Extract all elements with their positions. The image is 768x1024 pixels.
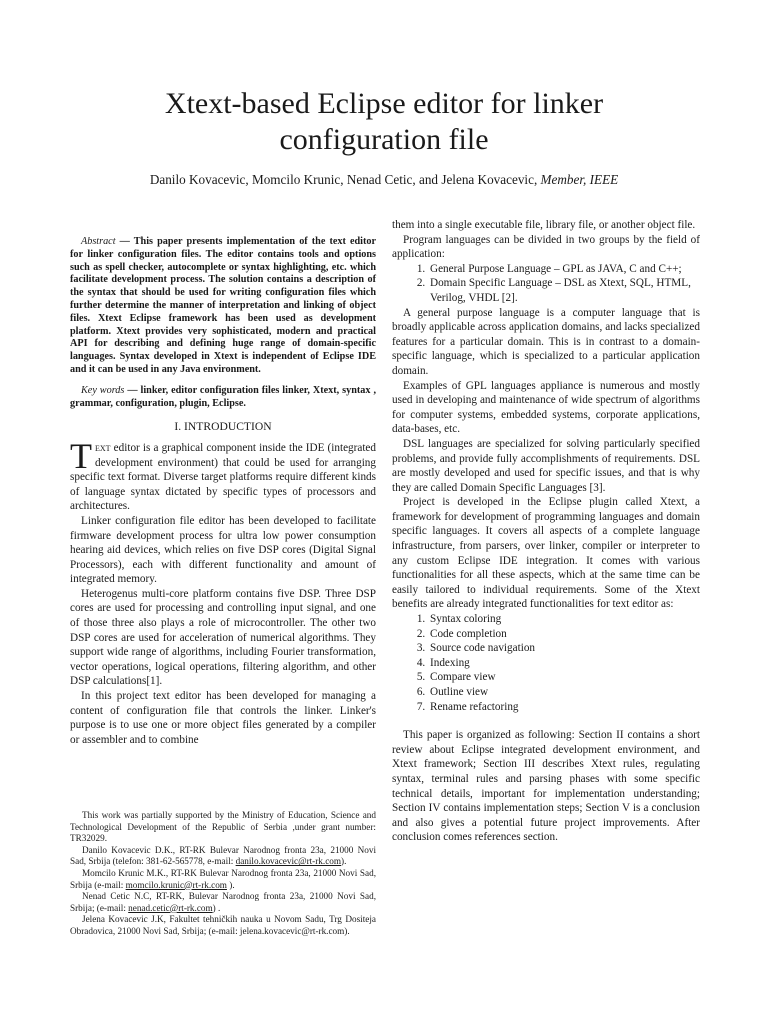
right-paragraph-7: This paper is organized as following: Section II contains a short review about Eclipse integrated development environment, and Xtext framework; Section III describes Xtext rules, regulating syntax, terminal rules and parsing phases with some specific technical details, important for implementation understanding; Section IV contains implementation steps; Section V is a conclusion and also gives a potential future project improvements. After conclusion comes references section. [392, 729, 700, 844]
footnote-author-2 [70, 868, 376, 891]
keywords-text: — linker, editor configuration files linker, Xtext, syntax , grammar, configuration, plugin, Eclipse. [70, 384, 376, 409]
email-link-2[interactable]: momcilo.krunic@rt-rk.com [125, 879, 227, 890]
footnote-author-1-end: ). [341, 856, 347, 867]
email-link-3[interactable]: nenad.cetic@rt-rk.com [128, 902, 213, 913]
intro-paragraph-3: Heterogenus multi-core platform contains five DSP. Three DSP cores are used for processing and controlling input signal, and one of those three also plays a role of microcontroller. The other two DSP cores are used for acceleration of numerical algorithms. They support wide range of algorithms, including Fourier transformation, vector operations, logical operations, filtering algorithm, and other DSP calculations[1]. [70, 587, 376, 688]
list-item: 3. Source code navigation [428, 641, 700, 656]
footnote-author-2-text: Momcilo Krunic M.K., RT-RK Bulevar Narodnog fronta 23a, 21000 Novi Sad, Srbija (e-mail: [70, 867, 376, 890]
footnote-author-2-end: ). [226, 879, 235, 890]
abstract-label: Abstract [81, 236, 116, 247]
intro-paragraph-1 [70, 435, 376, 514]
right-paragraph-1: them into a single executable file, library file, or another object file. [392, 219, 696, 231]
keywords-label: Key words [81, 384, 125, 396]
title-line-1: Xtext-based Eclipse editor for linker [164, 87, 604, 120]
intro-small-caps: ext [95, 441, 111, 454]
right-paragraph-3: A general purpose language is a computer language that is broadly applicable across application domains, and lacks specialized features for a particular domain. This is in contrast to a domain-specific language, which is specialized to a particular application domain. [392, 306, 700, 377]
list-item: 6. Outline view [428, 685, 700, 700]
footnote-author-4: Jelena Kovacevic J.K, Fakultet tehničkih nauka u Novom Sadu, Trg Dositeja Obradovica, 21000 Novi Sad, Srbija; (e-mail: jelena.kovacevic@rt-rk.com). [70, 914, 376, 936]
right-paragraph-6: Project is developed in the Eclipse plugin called Xtext, a framework for development of programming languages and domain specific languages. It covers all aspects of a complete language infrastructure, from parsers, over linker, compiler or interpreter to any custom Eclipse IDE integration. It comes with various functionalities for all these aspects, which at the same time can be easily tailored to individual requirements. Some of the Xtext benefits are already integrated functionalities for text editor as: [392, 496, 700, 611]
list-item: 2. Domain Specific Language – DSL as Xtext, SQL, HTML, Verilog, VHDL [2]. [428, 276, 700, 305]
footnote-funding: This work was partially supported by the Ministry of Education, Science and Technological Development of the Republic of Serbia ,under grant number: TR32029. [70, 810, 376, 844]
footnote-author-1-text: Danilo Kovacevic D.K., RT-RK Bulevar Narodnog fronta 23a, 21000 Novi Sad, Srbija (telefon: 381-62-565778, e-mail: [70, 844, 376, 867]
right-column [392, 218, 700, 845]
list-item: 7. Rename refactoring [428, 700, 700, 715]
right-paragraph-2: Program languages can be divided in two groups by the field of application: [392, 233, 700, 261]
abstract [70, 236, 376, 377]
footnote-author-1 [70, 845, 376, 868]
spacer [392, 714, 700, 728]
author-names: Danilo Kovacevic, Momcilo Krunic, Nenad Cetic, and Jelena Kovacevic, [149, 172, 538, 187]
abstract-text: — This paper presents implementation of the text editor for linker configuration files. The editor contains tools and options such as spell checker, autocomplete or syntax highlighting, etc. which facilitate development process. The solution contains a description of the syntax that should be used for writing configuration files which further determine the manner of interpretation and linking of object files. Xtext Eclipse framework has been used as development platform. Xtext provides very sophisticated, modern and practical API for describing and defining huge range of domain-specific languages. Syntax developed in Xtext is independent of Eclipse IDE and it can be used in any Java environment. [70, 236, 376, 375]
section-heading-introduction: I. INTRODUCTION [174, 420, 272, 434]
list-item: 2. Code completion [428, 627, 700, 642]
author-list [0, 172, 768, 188]
footnote-author-3-end: ) . [212, 902, 221, 913]
intro-paragraph-4: In this project text editor has been developed for managing a content of configuration file that controls the linker. Linker's purpose is to use one or more object files generated by a compiler or assembler and to combine [70, 690, 376, 746]
list-item: 1. Syntax coloring [428, 612, 700, 627]
drop-cap: T [70, 435, 92, 476]
right-paragraph-5: DSL languages are specialized for solving particularly specified problems, and provide fully accomplishments of requirements. DSL are mostly developed and used for specific issues, and that is why they are called Domain Specific Languages [3]. [392, 437, 700, 494]
list-item: 5. Compare view [428, 670, 700, 685]
right-paragraph-4: Examples of GPL languages appliance is numerous and mostly used in developing and maintenance of wide spectrum of algorithms for computer systems, embedded systems, corporate applications, data-bases, etc. [392, 379, 700, 436]
list-item: 1. General Purpose Language – GPL as JAVA, C and C++; [428, 262, 700, 277]
email-link-1[interactable]: danilo.kovacevic@rt-rk.com [235, 856, 342, 867]
title-line-2: configuration file [279, 123, 489, 156]
paper-title [0, 86, 768, 158]
list-item: 4. Indexing [428, 656, 700, 671]
footnote-author-3 [70, 891, 376, 914]
keywords [70, 385, 376, 411]
intro-p1-text: editor is a graphical component inside the IDE (integrated development environment) that could be used for arranging specific text format. Diverse target platforms require different kinds of language syntax dictated by specific types of processors and architectures. [70, 441, 376, 513]
intro-paragraph-2: Linker configuration file editor has been developed to facilitate firmware development process for ultra low power consumption hearing aid devices, which relies on five DSP cores (Digital Signal Processors), each with different functionality and amount of integrated memory. [70, 514, 376, 586]
footnote-author-3-text: Nenad Cetic N.C, RT-RK, Bulevar Narodnog fronta 23a, 21000 Novi Sad, Srbija; (e-mail: [70, 891, 376, 913]
language-groups-list [392, 262, 700, 306]
features-list [392, 612, 700, 714]
left-column [70, 236, 376, 747]
author-membership: Member, IEEE [540, 172, 619, 187]
footnotes [70, 810, 376, 938]
